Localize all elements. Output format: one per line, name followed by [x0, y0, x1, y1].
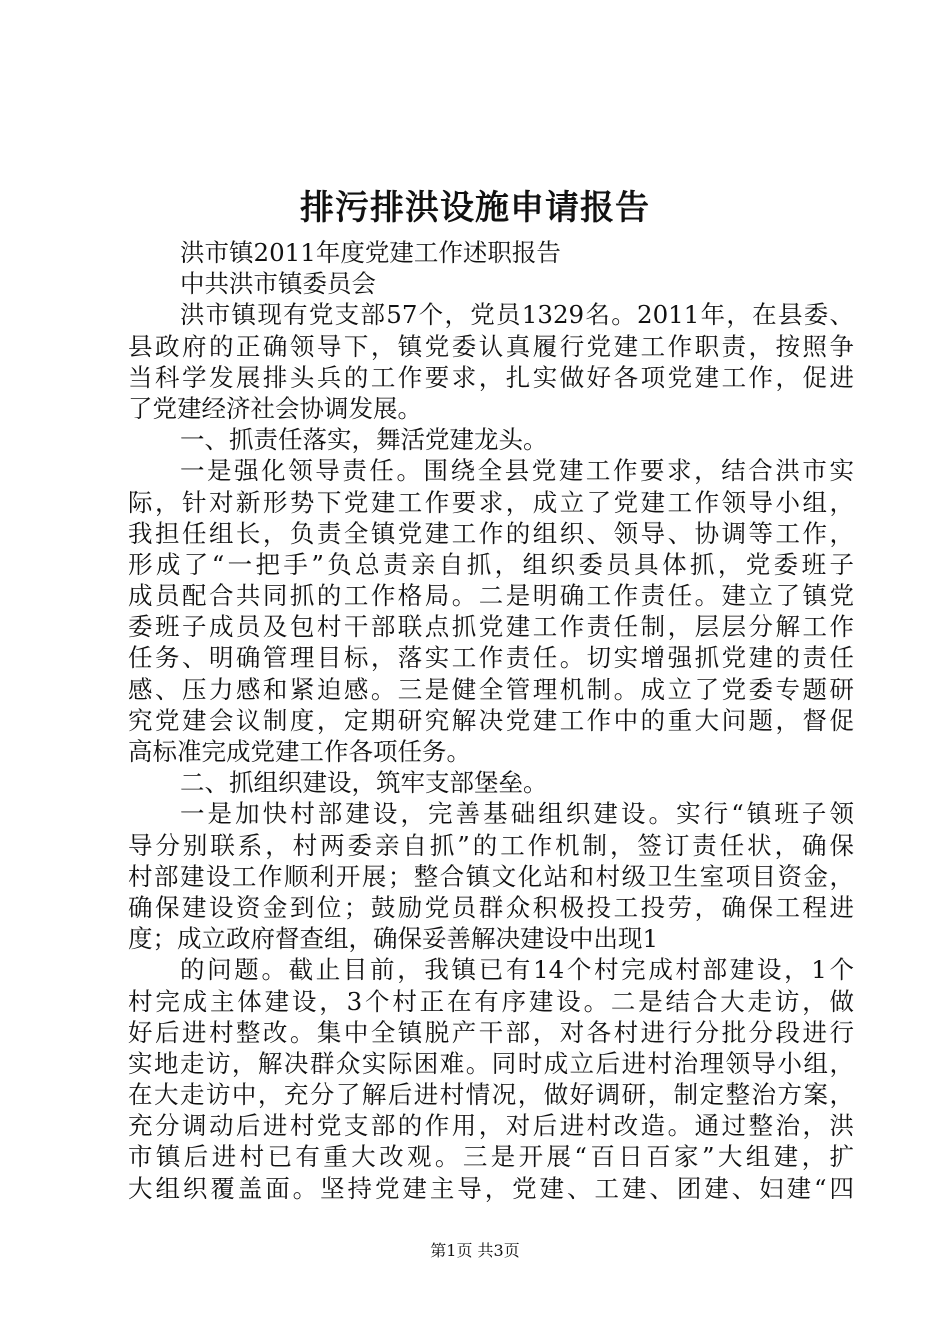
- document-body: [128, 237, 854, 1204]
- body-line: 了党建经济社会协调发展。: [128, 393, 422, 423]
- body-line: 市镇后进村已有重大改观。三是开展“百日百家”大组建，扩: [128, 1142, 854, 1172]
- document-title: 排污排洪设施申请报告: [300, 188, 650, 228]
- body-line: 二、抓组织建设，筑牢支部堡垒。: [180, 768, 548, 798]
- body-line: 究党建会议制度，定期研究解决党建工作中的重大问题，督促: [128, 705, 854, 735]
- body-line: 感、压力感和紧迫感。三是健全管理机制。成立了党委专题研: [128, 674, 854, 704]
- body-line: 村完成主体建设，3个村正在有序建设。二是结合大走访，做: [128, 986, 854, 1016]
- body-line: 村部建设工作顺利开展；整合镇文化站和村级卫生室项目资金，: [128, 861, 854, 891]
- page-footer: 第1页 共3页: [430, 1241, 520, 1260]
- body-line: 在大走访中，充分了解后进村情况，做好调研，制定整治方案，: [128, 1080, 854, 1110]
- body-line: 中共洪市镇委员会: [180, 269, 376, 299]
- body-line: 际，针对新形势下党建工作要求，成立了党建工作领导小组，: [128, 487, 854, 517]
- body-line: 的问题。截止目前，我镇已有14个村完成村部建设，1个: [180, 955, 854, 985]
- body-line: 委班子成员及包村干部联点抓党建工作责任制，层层分解工作: [128, 612, 854, 642]
- body-line: 充分调动后进村党支部的作用，对后进村改造。通过整治，洪: [128, 1111, 854, 1141]
- body-line: 导分别联系，村两委亲自抓”的工作机制，签订责任状，确保: [128, 830, 854, 860]
- body-line: 确保建设资金到位；鼓励党员群众积极投工投劳，确保工程进: [128, 892, 854, 922]
- body-line: 县政府的正确领导下，镇党委认真履行党建工作职责，按照争: [128, 331, 854, 361]
- body-line: 度；成立政府督查组，确保妥善解决建设中出现1: [128, 924, 659, 954]
- body-line: 形成了“一把手”负总责亲自抓，组织委员具体抓，党委班子: [128, 549, 854, 579]
- body-line: 洪市镇2011年度党建工作述职报告: [180, 238, 561, 267]
- body-line: 当科学发展排头兵的工作要求，扎实做好各项党建工作，促进: [128, 362, 854, 392]
- body-line: 任务、明确管理目标，落实工作责任。切实增强抓党建的责任: [128, 643, 854, 673]
- body-line: 我担任组长，负责全镇党建工作的组织、领导、协调等工作，: [128, 518, 854, 548]
- body-line: 一、抓责任落实，舞活党建龙头。: [180, 425, 548, 455]
- body-line: 实地走访，解决群众实际困难。同时成立后进村治理领导小组，: [128, 1048, 854, 1078]
- body-line: 一是强化领导责任。围绕全县党建工作要求，结合洪市实: [180, 456, 854, 486]
- body-line: 大组织覆盖面。坚持党建主导，党建、工建、团建、妇建“四: [128, 1173, 854, 1203]
- body-line: 高标准完成党建工作各项任务。: [128, 737, 471, 766]
- body-line: 好后进村整改。集中全镇脱产干部，对各村进行分批分段进行: [128, 1017, 854, 1047]
- body-line: 洪市镇现有党支部57个，党员1329名。2011年，在县委、: [180, 300, 854, 330]
- body-line: 一是加快村部建设，完善基础组织建设。实行“镇班子领: [180, 799, 854, 829]
- body-line: 成员配合共同抓的工作格局。二是明确工作责任。建立了镇党: [128, 581, 854, 611]
